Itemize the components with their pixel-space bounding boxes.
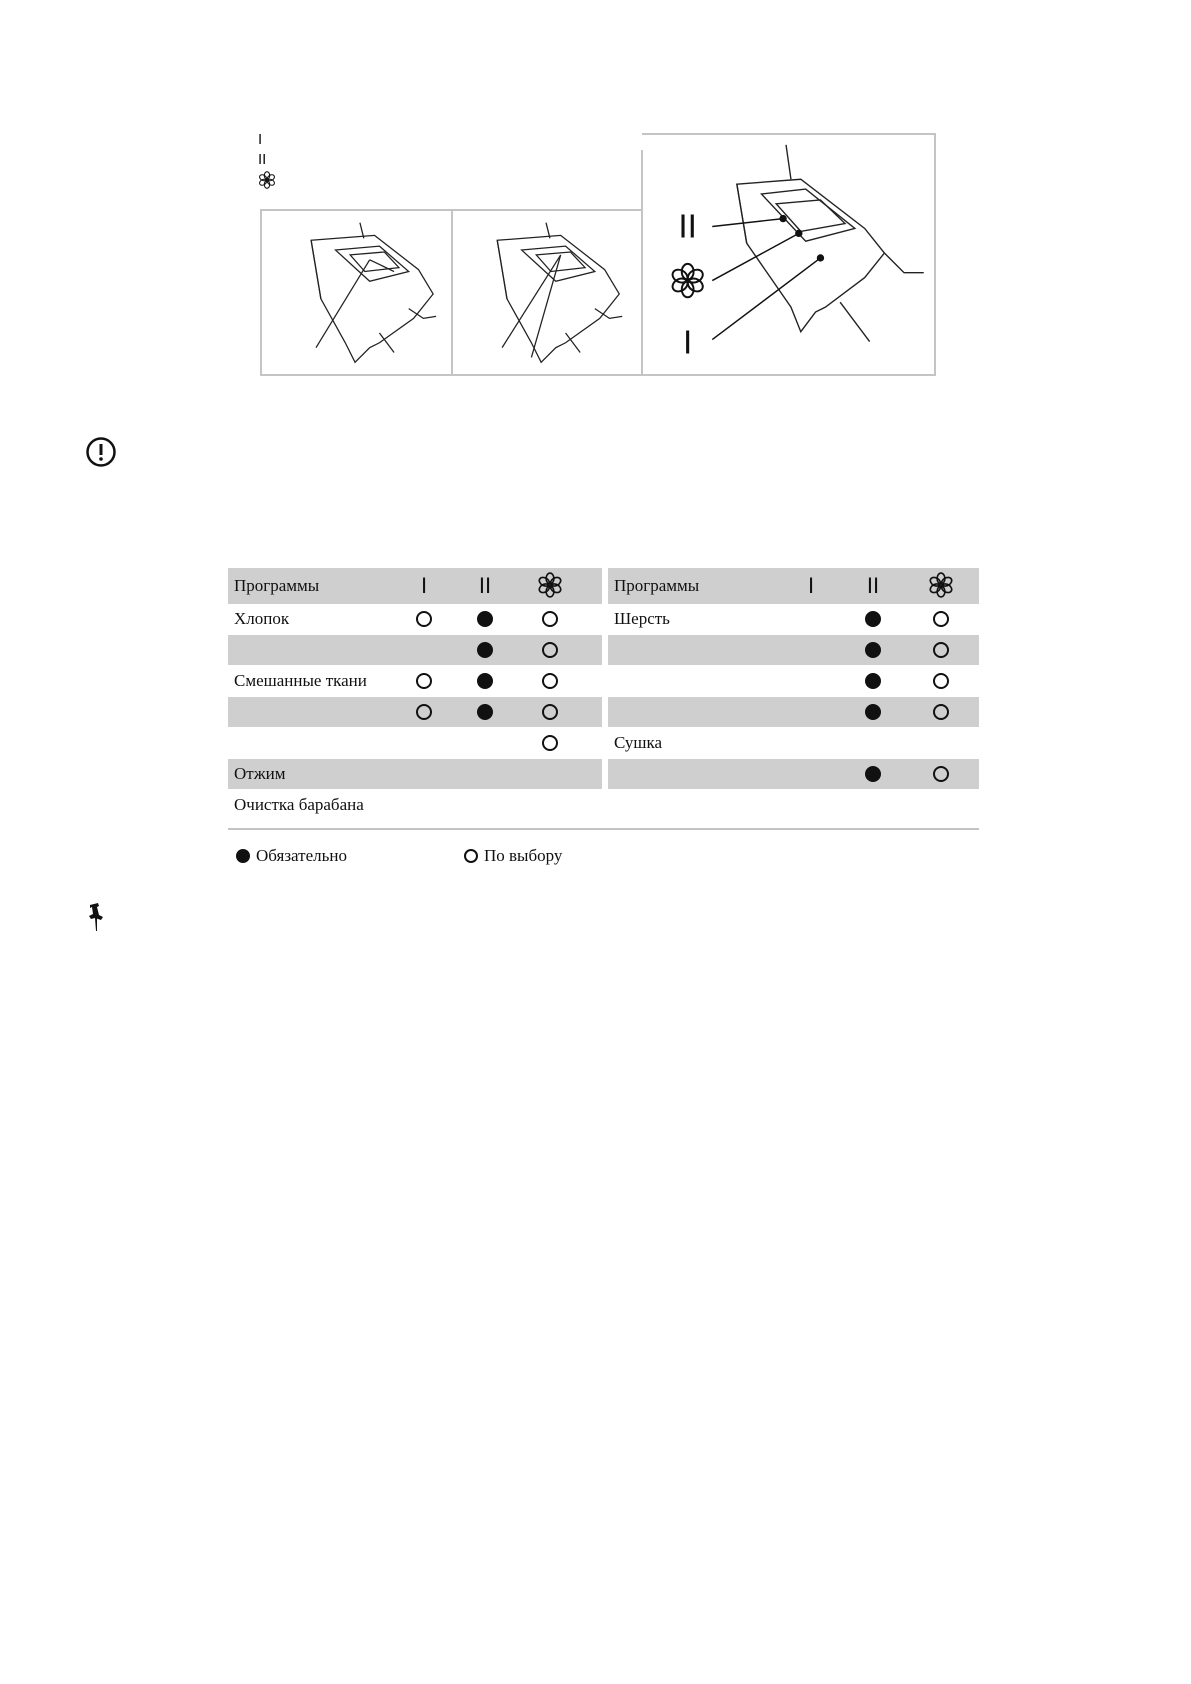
header-softener-icon — [537, 572, 563, 604]
program-name: Очистка барабана — [234, 795, 364, 814]
drawer-figure-1 — [260, 209, 453, 376]
table-cell-group-right — [608, 635, 979, 665]
table-bottom-rule — [228, 828, 979, 830]
program-name: Хлопок — [234, 609, 290, 628]
program-name: Шерсть — [614, 609, 670, 628]
required-dot — [865, 611, 881, 627]
required-dot — [865, 766, 881, 782]
table-row — [228, 635, 979, 665]
required-dot — [865, 673, 881, 689]
required-dot — [477, 704, 493, 720]
table-cell-group-left — [228, 666, 602, 696]
table-cell-group-left — [228, 697, 602, 727]
optional-circle — [933, 766, 949, 782]
key-optional — [464, 846, 562, 866]
table-cell-group-right — [608, 666, 979, 696]
fig3-label-mainwash: II — [678, 208, 697, 246]
legend-line-mainwash: II — [258, 151, 267, 168]
warning-icon — [85, 436, 117, 468]
optional-circle — [933, 704, 949, 720]
table-header-row — [228, 568, 979, 604]
table-row — [228, 666, 979, 696]
optional-circle — [542, 673, 558, 689]
figure-frame-divider — [641, 150, 643, 376]
optional-circle — [933, 611, 949, 627]
drawer-figure-2 — [451, 209, 644, 376]
table-cell-group-left — [228, 790, 602, 820]
table-cell-group-right — [608, 790, 979, 820]
required-dot — [477, 642, 493, 658]
optional-circle — [416, 673, 432, 689]
header-programs-label: Программы — [234, 576, 320, 595]
detergent-drawer-illustration — [262, 211, 451, 374]
key-optional-label: По выбору — [484, 846, 563, 865]
optional-circle — [416, 611, 432, 627]
detergent-drawer-illustration — [453, 211, 642, 374]
required-dot — [865, 704, 881, 720]
fig3-label-prewash: I — [683, 324, 693, 362]
header-mainwash-glyph: II — [866, 573, 880, 598]
table-cell-group-left — [228, 635, 602, 665]
programs-detergent-table — [228, 568, 979, 821]
table-row — [228, 728, 979, 758]
optional-circle — [542, 735, 558, 751]
required-dot — [477, 611, 493, 627]
table-row — [228, 790, 979, 820]
drawer-figure-3 — [642, 133, 936, 376]
detergent-drawer-compartments-illustration — [642, 135, 934, 374]
table-row — [228, 759, 979, 789]
optional-circle — [542, 642, 558, 658]
program-name: Отжим — [234, 764, 286, 783]
softener-flower-icon — [258, 171, 276, 189]
table-cell-group-left — [228, 604, 602, 634]
fig3-softener-icon — [670, 264, 705, 297]
open-circle-icon — [464, 849, 478, 863]
legend-line-softener — [258, 171, 276, 191]
header-prewash-glyph: I — [420, 573, 428, 598]
table-cell-group-right — [608, 728, 979, 758]
table-row — [228, 697, 979, 727]
figure-frame-top — [260, 209, 642, 211]
optional-circle — [416, 704, 432, 720]
header-prewash-glyph: I — [807, 573, 815, 598]
table-cell-group-left — [228, 728, 602, 758]
program-name: Сушка — [614, 733, 663, 752]
optional-circle — [933, 642, 949, 658]
legend-line-prewash: I — [258, 131, 263, 148]
required-dot — [477, 673, 493, 689]
table-cell-group-right — [608, 759, 979, 789]
pushpin-icon — [84, 903, 110, 933]
program-name: Смешанные ткани — [234, 671, 367, 690]
key-required-label: Обязательно — [256, 846, 347, 865]
table-header-left — [228, 568, 602, 604]
table-cell-group-right — [608, 697, 979, 727]
table-cell-group-left — [228, 759, 602, 789]
table-row — [228, 604, 979, 634]
optional-circle — [933, 673, 949, 689]
table-header-right — [608, 568, 979, 604]
optional-circle — [542, 704, 558, 720]
filled-dot-icon — [236, 849, 250, 863]
compartment-legend — [258, 131, 276, 191]
optional-circle — [542, 611, 558, 627]
header-softener-icon — [928, 572, 954, 604]
required-dot — [865, 642, 881, 658]
table-cell-group-right — [608, 604, 979, 634]
header-mainwash-glyph: II — [478, 573, 492, 598]
key-required — [236, 846, 347, 866]
header-programs-label: Программы — [614, 576, 700, 595]
